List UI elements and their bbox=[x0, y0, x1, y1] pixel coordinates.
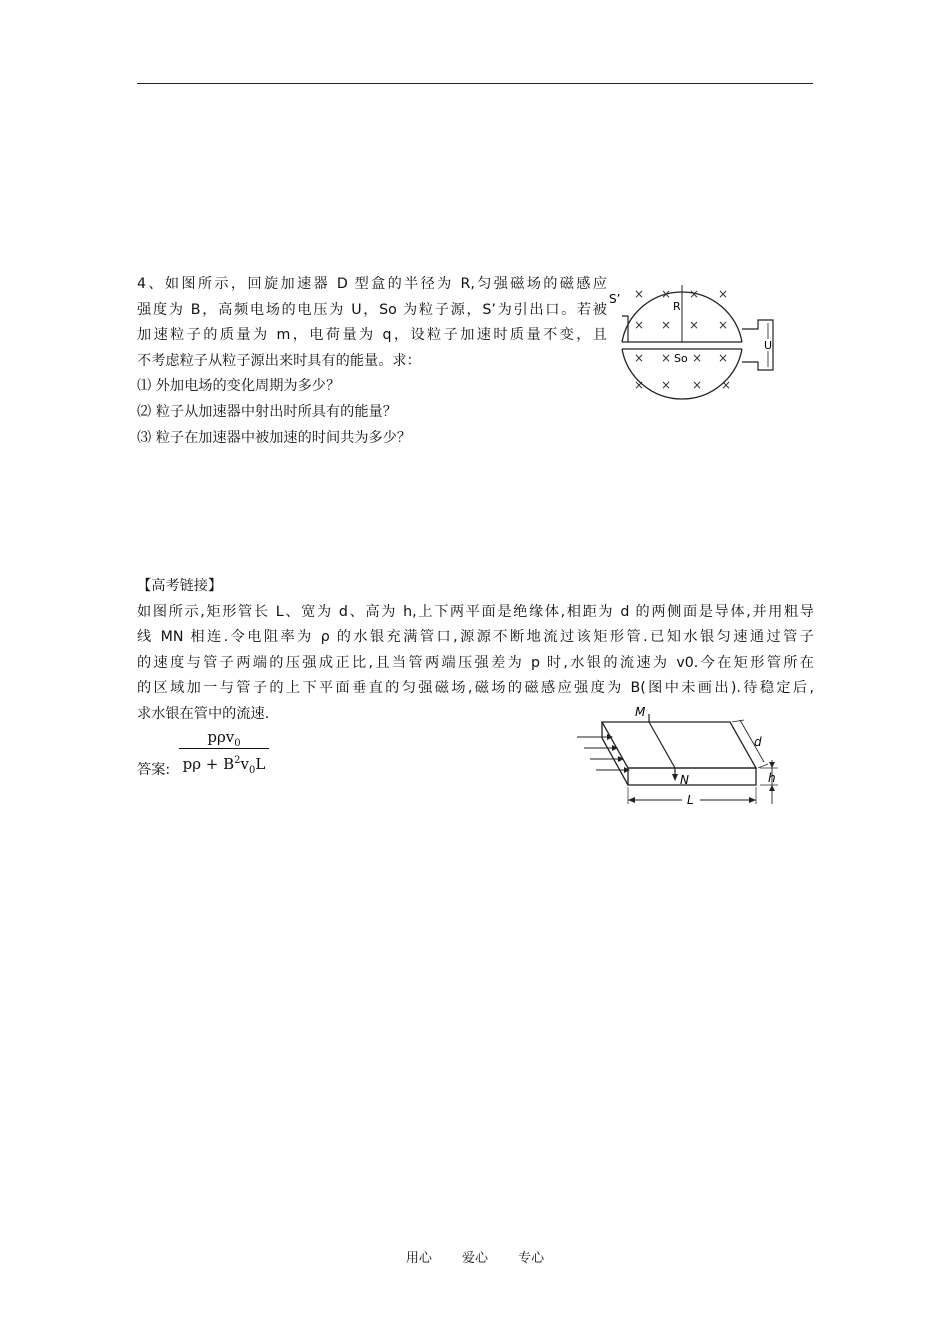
denominator-text: L bbox=[255, 755, 266, 773]
gaokao-line: 如图所示,矩形管长 L、宽为 d、高为 h,上下两平面是绝缘体,相距为 d 的两侧面是导体,并用粗导 bbox=[137, 603, 814, 620]
denominator-text: pρ + B bbox=[182, 755, 235, 773]
s-prime-label: S’ bbox=[609, 292, 621, 306]
footer-item: 用心 bbox=[405, 1251, 432, 1266]
footer-item: 专心 bbox=[518, 1251, 545, 1266]
field-cross: × bbox=[692, 378, 703, 392]
header-rule bbox=[137, 83, 813, 84]
denominator-subscript: 0 bbox=[249, 765, 256, 776]
problem-4 bbox=[137, 272, 607, 451]
field-cross: × bbox=[634, 287, 645, 301]
answer-fraction bbox=[175, 726, 273, 776]
denominator-superscript: 2 bbox=[234, 755, 241, 766]
field-cross: × bbox=[661, 351, 672, 365]
question-3: ⑶ 粒子在加速器中被加速的时间共为多少？ bbox=[137, 429, 412, 446]
gaokao-line: 求水银在管中的流速. bbox=[137, 705, 270, 722]
field-cross: × bbox=[661, 378, 672, 392]
gaokao-line: 的区域加一与管子的上下平面垂直的匀强磁场,磁场的磁感应强度为 B(图中未画出).待稳定后, bbox=[137, 680, 814, 697]
numerator-text: pρv bbox=[207, 728, 235, 746]
cyclotron-figure bbox=[600, 276, 800, 406]
page-footer bbox=[0, 1247, 950, 1266]
h-label: h bbox=[768, 771, 776, 785]
field-cross: × bbox=[689, 287, 700, 301]
voltage-label: U bbox=[764, 339, 773, 352]
m-label: M bbox=[635, 705, 646, 719]
field-cross: × bbox=[718, 318, 729, 332]
field-cross: × bbox=[689, 318, 700, 332]
field-cross: × bbox=[634, 378, 645, 392]
field-cross: × bbox=[634, 318, 645, 332]
question-1: ⑴ 外加电场的变化周期为多少？ bbox=[137, 378, 341, 395]
problem-4-line: 加速粒子的质量为 m，电荷量为 q，设粒子加速时质量不变，且 bbox=[137, 327, 607, 344]
question-2: ⑵ 粒子从加速器中射出时所具有的能量？ bbox=[137, 403, 397, 420]
field-cross: × bbox=[634, 351, 645, 365]
d-label: d bbox=[754, 735, 762, 749]
footer-item: 爱心 bbox=[461, 1251, 488, 1266]
problem-4-line: 不考虑粒子从粒子源出来时具有的能量。求： bbox=[137, 352, 421, 369]
gaokao-line: 的速度与管子两端的压强成正比,且当管两端压强差为 p 时,水银的流速为 v0.今在矩形管所在 bbox=[137, 654, 814, 671]
field-cross: × bbox=[718, 351, 729, 365]
field-cross: × bbox=[721, 378, 732, 392]
problem-4-line: 强度为 B，高频电场的电压为 U，So 为粒子源，S’为引出口。若被 bbox=[137, 301, 607, 318]
l-label: L bbox=[687, 793, 694, 807]
denominator-text: v bbox=[240, 755, 250, 773]
rectangular-pipe-figure bbox=[574, 700, 784, 810]
numerator-subscript: 0 bbox=[234, 738, 241, 749]
gaokao-heading: 【高考链接】 bbox=[137, 578, 223, 594]
field-cross: × bbox=[661, 287, 672, 301]
fraction-denominator bbox=[175, 749, 273, 776]
field-cross: × bbox=[718, 287, 729, 301]
radius-label: R bbox=[673, 300, 681, 313]
n-label: N bbox=[680, 773, 689, 787]
answer-label: 答案: bbox=[137, 762, 171, 778]
fraction-numerator bbox=[175, 726, 273, 748]
problem-4-line: 4、如图所示，回旋加速器 D 型盒的半径为 R,匀强磁场的磁感应 bbox=[137, 276, 607, 292]
field-cross: × bbox=[692, 351, 703, 365]
source-label: So bbox=[674, 352, 688, 365]
gaokao-line: 线 MN 相连.令电阻率为 ρ 的水银充满管口,源源不断地流过该矩形管.已知水银匀速通过管子 bbox=[137, 629, 814, 646]
field-cross: × bbox=[661, 318, 672, 332]
